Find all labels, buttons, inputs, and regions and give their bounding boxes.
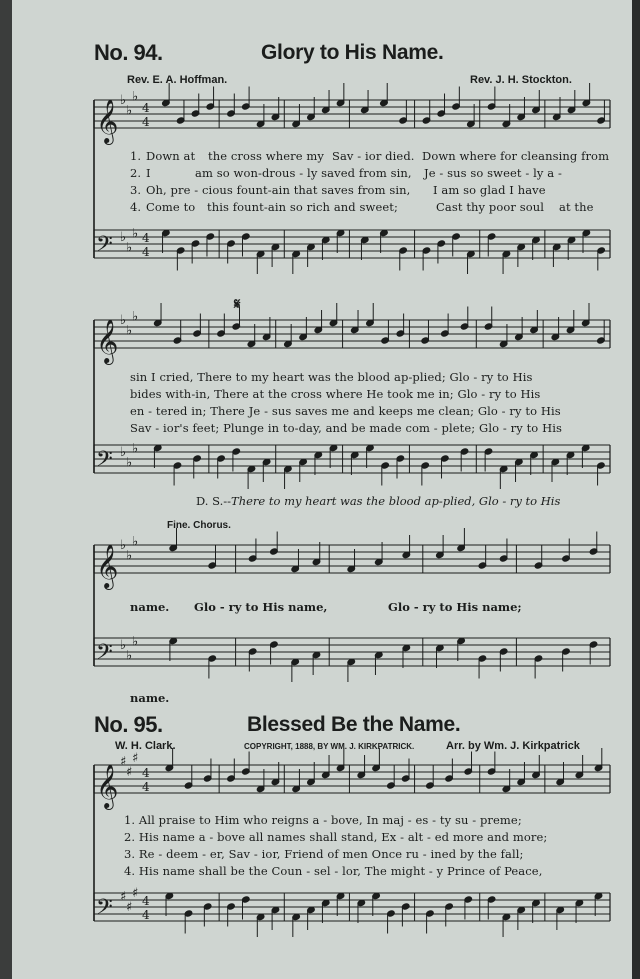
- time-signature-icon: 4: [142, 115, 150, 129]
- key-signature-icon: ♯: [126, 900, 133, 915]
- lyric: Sav - ior died.: [332, 149, 415, 163]
- treble-clef-icon: 𝄞: [96, 764, 119, 808]
- time-signature-icon: 4: [142, 780, 150, 794]
- key-signature-icon: ♯: [120, 889, 127, 905]
- key-signature-icon: ♯: [120, 754, 127, 770]
- lyric: Sav - ior's feet; Plunge in to-day, and be made com - plete; Glo - ry to His: [130, 421, 562, 435]
- lyric: 2. His name a - bove all names shall stand, Ex - alt - ed more and more;: [124, 830, 548, 844]
- verse-number: 4.: [130, 200, 142, 214]
- key-signature-icon: ♭: [132, 441, 139, 457]
- lyric: Je - sus so sweet - ly a -: [424, 166, 562, 180]
- lyric: I am so glad I have: [433, 183, 546, 197]
- lyric: at the: [559, 200, 594, 214]
- lyric: en - tered in; There Je - sus saves me and keeps me clean; Glo - ry to His: [130, 404, 561, 418]
- bass-lyric: name.: [130, 691, 170, 705]
- lyric: Cast thy poor soul: [436, 200, 545, 214]
- key-signature-icon: ♭: [120, 93, 127, 108]
- lyric: 4. His name shall be the Coun - sel - lor, The might - y Prince of Peace,: [124, 864, 543, 878]
- lyric: 3. Re - deem - er, Sav - ior, Friend of men Once ru - ined by the fall;: [124, 847, 524, 861]
- bass-clef-icon: 𝄢: [96, 640, 113, 670]
- author-credit-2: W. H. Clark.: [115, 740, 176, 752]
- key-signature-icon: ♭: [120, 538, 127, 553]
- time-signature-icon: 4: [142, 245, 150, 259]
- time-signature-icon: 4: [142, 101, 150, 115]
- lyric: I: [146, 166, 151, 180]
- time-signature-icon: 4: [142, 894, 150, 908]
- key-signature-icon: ♭: [132, 309, 139, 325]
- time-signature-icon: 4: [142, 231, 150, 245]
- hymnal-page: [12, 0, 632, 979]
- arranger-credit: Arr. by Wm. J. Kirkpatrick: [446, 740, 580, 752]
- lyric: Oh, pre - cious fount-ain that saves from sin,: [146, 183, 411, 197]
- key-signature-icon: ♭: [120, 230, 127, 245]
- treble-clef-icon: 𝄞: [96, 544, 119, 588]
- key-signature-icon: ♯: [132, 886, 139, 901]
- hymn-number: No. 94.: [94, 40, 163, 65]
- segno-sign: 𝄋: [234, 296, 241, 313]
- key-signature-icon: ♭: [126, 323, 133, 339]
- verse-number: 3.: [130, 183, 142, 197]
- key-signature-icon: ♭: [132, 634, 139, 650]
- key-signature-icon: ♭: [120, 638, 127, 653]
- bass-clef-icon: 𝄢: [96, 895, 113, 925]
- key-signature-icon: ♭: [126, 548, 133, 564]
- key-signature-icon: ♯: [132, 751, 139, 766]
- ds-label: D. S.--: [196, 494, 232, 508]
- time-signature-icon: 4: [142, 908, 150, 922]
- lyric: sin I cried, There to my heart was the blood ap-plied; Glo - ry to His: [130, 370, 533, 384]
- page-edge: [0, 0, 12, 979]
- treble-clef-icon: 𝄞: [96, 99, 119, 143]
- chorus-lyric: Glo - ry to His name,: [194, 600, 328, 614]
- chorus-lyric: name.: [130, 600, 170, 614]
- verse-number: 2.: [130, 166, 142, 180]
- time-signature-icon: 4: [142, 766, 150, 780]
- verse-number: 1.: [130, 149, 142, 163]
- key-signature-icon: ♭: [132, 534, 139, 550]
- author-credit: Rev. E. A. Hoffman.: [127, 74, 228, 86]
- hymn-title: Glory to His Name.: [261, 41, 444, 64]
- hymn-title-2: Blessed Be the Name.: [247, 713, 461, 736]
- key-signature-icon: ♭: [126, 103, 133, 119]
- lyric: this fount-ain so rich and sweet;: [207, 200, 398, 214]
- lyric: Down where for cleansing from: [422, 149, 610, 163]
- fine-chorus-label: Fine. Chorus.: [167, 520, 231, 531]
- key-signature-icon: ♭: [120, 445, 127, 460]
- key-signature-icon: ♭: [126, 648, 133, 664]
- ds-lyric: There to my heart was the blood ap-plied, Glo - ry to His: [231, 494, 561, 508]
- bass-clef-icon: 𝄢: [96, 447, 113, 477]
- key-signature-icon: ♭: [126, 455, 133, 471]
- bass-clef-icon: 𝄢: [96, 232, 113, 262]
- composer-credit: Rev. J. H. Stockton.: [470, 74, 572, 86]
- lyric: 1. All praise to Him who reigns a - bove, In maj - es - ty su - preme;: [124, 813, 522, 827]
- dal-segno-line: [196, 494, 560, 508]
- lyric: the cross where my: [208, 149, 325, 163]
- key-signature-icon: ♭: [126, 240, 133, 256]
- key-signature-icon: ♭: [132, 89, 139, 105]
- key-signature-icon: ♭: [132, 226, 139, 242]
- key-signature-icon: ♭: [120, 313, 127, 328]
- hymn-number-2: No. 95.: [94, 712, 163, 737]
- lyric: Come to: [146, 200, 196, 214]
- copyright-notice: COPYRIGHT, 1888, BY WM. J. KIRKPATRICK.: [244, 742, 415, 751]
- lyric: Down at: [146, 149, 196, 163]
- lyric: am so won-drous - ly saved from sin,: [195, 166, 412, 180]
- key-signature-icon: ♯: [126, 765, 133, 780]
- lyric: bides with-in, There at the cross where He took me in; Glo - ry to His: [130, 387, 541, 401]
- chorus-lyric: Glo - ry to His name;: [388, 600, 522, 614]
- treble-clef-icon: 𝄞: [96, 319, 119, 363]
